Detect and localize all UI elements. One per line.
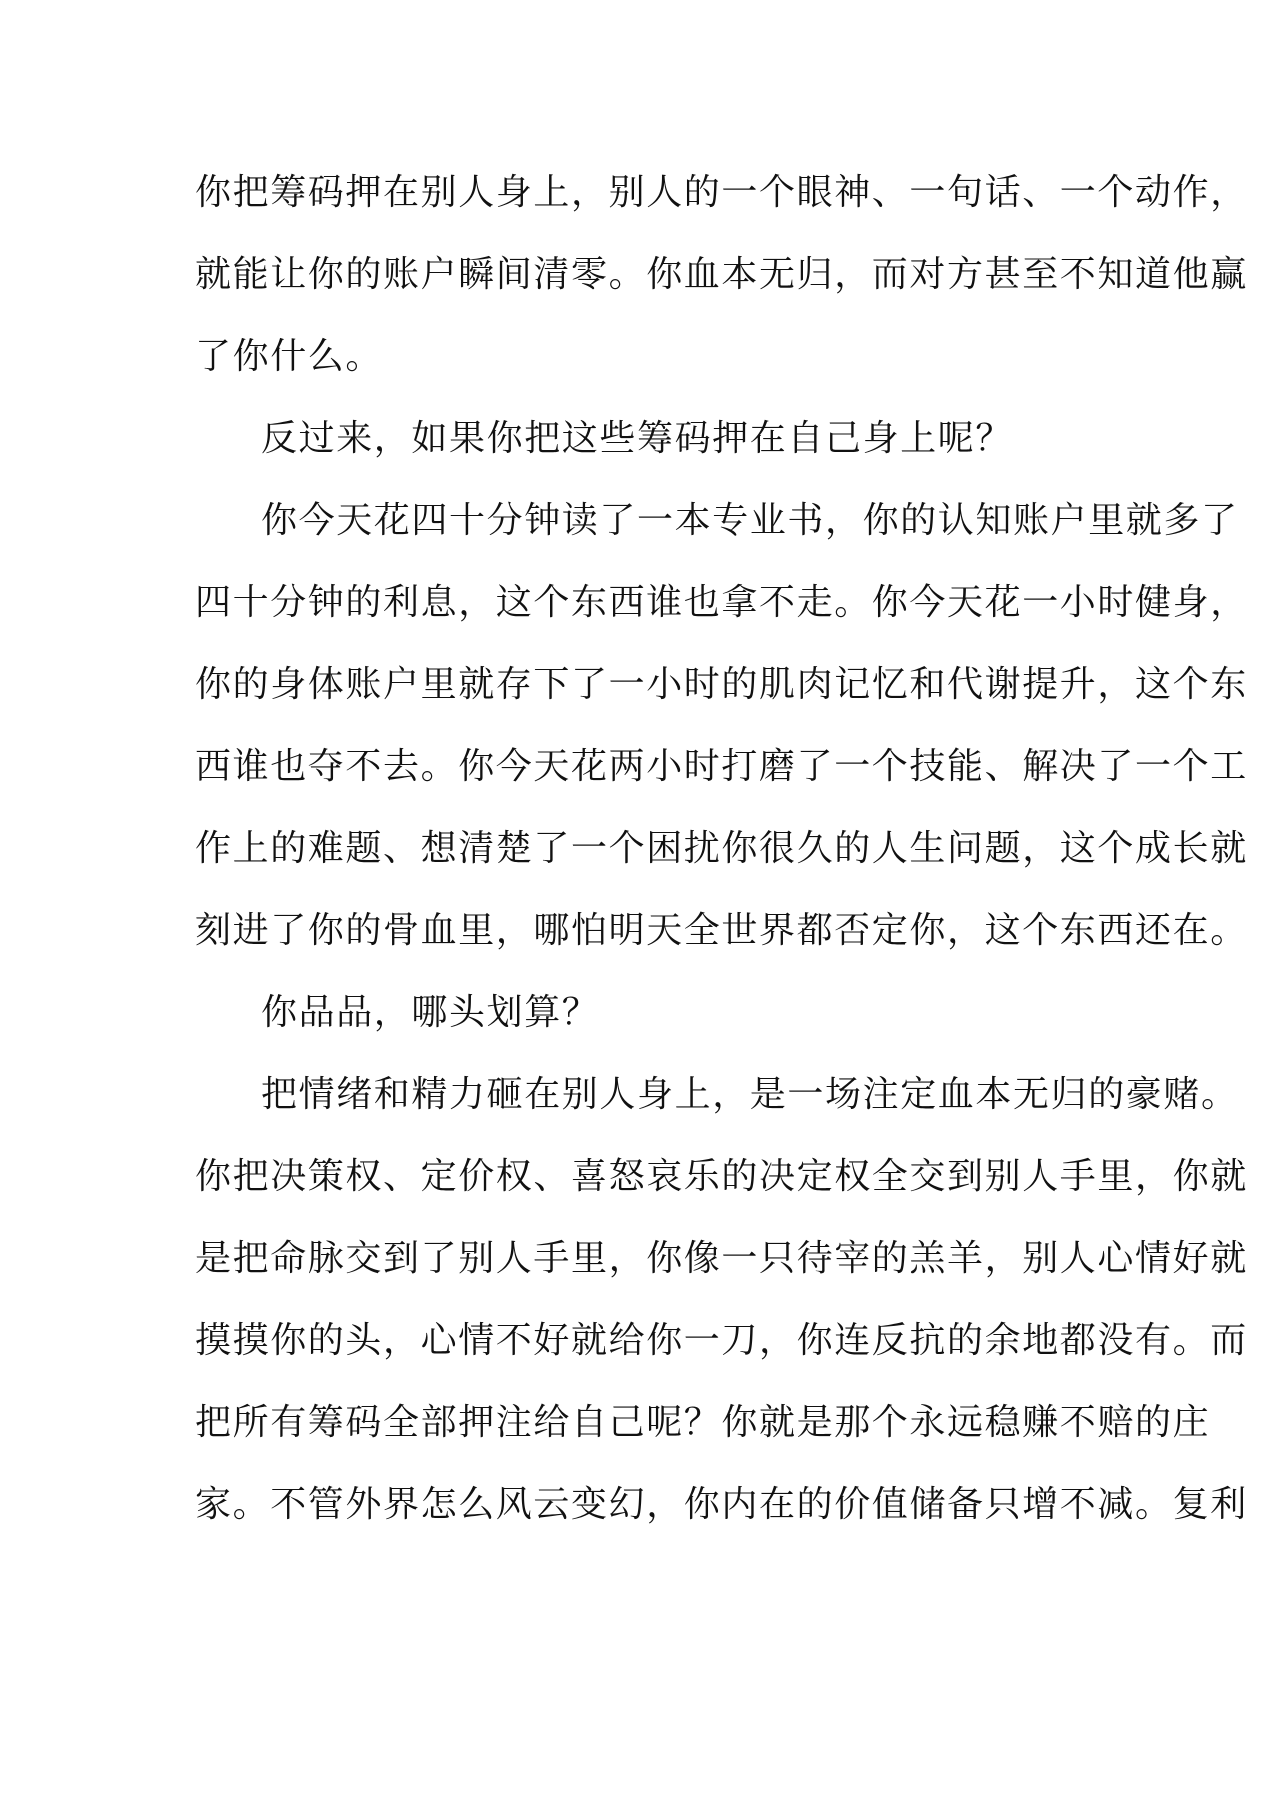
body-text bbox=[195, 163, 1248, 1557]
text-line: 你把决策权、定价权、喜怒哀乐的决定权全交到别人手里，你就 bbox=[195, 1156, 1248, 1197]
text-line: 就能让你的账户瞬间清零。你血本无归，而对方甚至不知道他赢 bbox=[195, 254, 1248, 295]
text-line: 你把筹码押在别人身上，别人的一个眼神、一句话、一个动作， bbox=[195, 172, 1248, 213]
paragraph-start-line: 你今天花四十分钟读了一本专业书，你的认知账户里就多了 bbox=[261, 500, 1239, 541]
paragraph-start-line: 把情绪和精力砸在别人身上，是一场注定血本无归的豪赌。 bbox=[261, 1074, 1239, 1115]
text-line: 把所有筹码全部押注给自己呢？你就是那个永远稳赚不赔的庄 bbox=[195, 1402, 1211, 1443]
paragraph-start-line: 反过来，如果你把这些筹码押在自己身上呢？ bbox=[261, 418, 1014, 459]
text-line: 是把命脉交到了别人手里，你像一只待宰的羔羊，别人心情好就 bbox=[195, 1238, 1248, 1279]
paragraph-start-line: 你品品，哪头划算？ bbox=[261, 992, 600, 1033]
text-line: 家。不管外界怎么风云变幻，你内在的价值储备只增不减。复利 bbox=[195, 1484, 1248, 1525]
text-line: 摸摸你的头，心情不好就给你一刀，你连反抗的余地都没有。而 bbox=[195, 1320, 1248, 1361]
text-line: 了你什么。 bbox=[195, 336, 384, 377]
text-line: 刻进了你的骨血里，哪怕明天全世界都否定你，这个东西还在。 bbox=[195, 910, 1248, 951]
text-line: 你的身体账户里就存下了一小时的肌肉记忆和代谢提升，这个东 bbox=[195, 664, 1248, 705]
text-line: 西谁也夺不去。你今天花两小时打磨了一个技能、解决了一个工 bbox=[195, 746, 1248, 787]
text-line: 作上的难题、想清楚了一个困扰你很久的人生问题，这个成长就 bbox=[195, 828, 1248, 869]
text-line: 四十分钟的利息，这个东西谁也拿不走。你今天花一小时健身， bbox=[195, 582, 1248, 623]
